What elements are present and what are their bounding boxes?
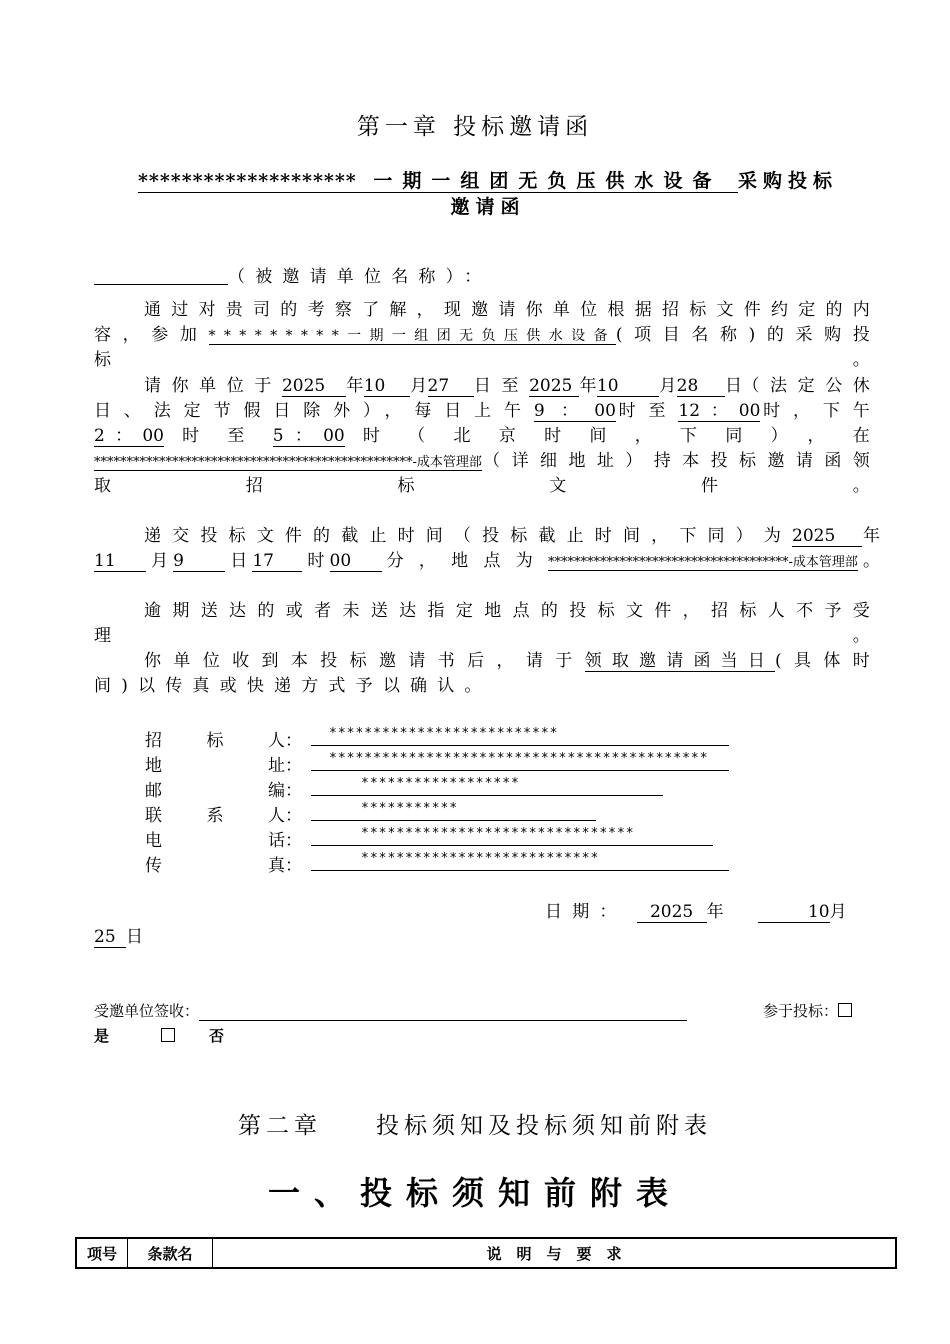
deadline-month: 11 <box>94 552 146 572</box>
para3-text-b: 分，地点为 <box>381 551 549 571</box>
para2-year-unit: 年 <box>345 376 364 396</box>
salutation <box>94 262 492 287</box>
no-label: 否 <box>209 1027 225 1045</box>
end-year: 2025 <box>529 377 579 397</box>
date-year: 2025 <box>637 903 707 923</box>
para3-hour-unit: 时 <box>302 551 330 571</box>
col-item-no: 项号 <box>76 1238 128 1268</box>
deadline-minute: 00 <box>330 552 382 572</box>
info-label: 招标人 <box>145 731 285 751</box>
para4-text: 逾期送达的或者未送达指定地点的投标文件，招标人不予受理。 <box>94 601 880 646</box>
notice-table <box>75 1237 897 1269</box>
info-colon: ： <box>285 781 302 801</box>
pm-end-time: 5：00 <box>272 426 345 446</box>
invitation-subtitle <box>104 168 872 220</box>
yes-checkbox[interactable] <box>838 1003 852 1017</box>
info-label: 地址 <box>145 756 285 776</box>
info-address <box>145 751 709 776</box>
phone-value: ******************************* <box>311 826 713 846</box>
date-year-unit: 年 <box>706 902 724 922</box>
no-checkbox[interactable] <box>161 1028 175 1042</box>
start-day: 27 <box>428 377 474 397</box>
paragraph-4 <box>94 599 880 649</box>
pickup-location: *************************************************-成本管理部 <box>94 455 482 470</box>
bid-label: 参于投标： <box>763 1002 839 1020</box>
info-fax <box>145 851 600 876</box>
paragraph-2 <box>94 374 880 499</box>
table-header-row <box>76 1238 896 1268</box>
subtitle-stars: ******************** <box>138 170 357 192</box>
info-tenderer <box>145 726 559 751</box>
para3-text-a: 递交投标文件的截止时间（投标截止时间，下同）为 <box>144 526 793 546</box>
subtitle-line2: 邀请函 <box>450 196 526 218</box>
para2-text-g: （详细地址）持本投标邀请函领取招标文件。 <box>94 451 880 496</box>
date-month: 10 <box>758 903 830 923</box>
subtitle-suffix: 采购投标 <box>737 170 838 192</box>
para3-end: 。 <box>857 551 881 571</box>
para2-text-a: 请你单位于 <box>144 376 282 396</box>
para2-month-unit-2: 月 <box>658 376 677 396</box>
address-value: ******************************************* <box>311 751 729 771</box>
chapter2-number: 第二章 <box>238 1113 322 1139</box>
date-line-2 <box>94 922 143 948</box>
para2-month-unit: 月 <box>409 376 428 396</box>
bid-participation <box>763 1000 852 1021</box>
para2-to: 日至 <box>473 376 530 396</box>
postcode-value: ****************** <box>311 776 663 796</box>
para3-month-unit: 月 <box>146 551 174 571</box>
para2-text-d: 时，下午 <box>760 401 880 421</box>
info-label: 联系人 <box>145 806 285 826</box>
tenderer-value: ************************** <box>311 726 729 746</box>
fax-value: *************************** <box>311 851 729 871</box>
chapter2-name: 投标须知及投标须知前附表 <box>376 1113 712 1139</box>
para5-text-b: (具体时间)以传真或快递方式予以确认。 <box>94 651 881 696</box>
yes-no-options <box>94 1025 224 1046</box>
paragraph-3 <box>94 524 880 574</box>
end-day: 28 <box>677 377 725 397</box>
info-phone <box>145 826 635 851</box>
chapter-title: 第一章 投标邀请函 <box>356 114 594 140</box>
start-month: 10 <box>364 377 410 397</box>
para1-text: 通过对贵司的考察了解，现邀请你单位根据招标文件约定的内容，参加 <box>94 300 880 345</box>
deadline-year: 2025 <box>792 527 862 547</box>
para2-text-f: 时（北京时间，下同），在 <box>344 426 880 446</box>
info-colon: ： <box>285 831 302 851</box>
contact-value: *********** <box>311 801 596 821</box>
para3-day-unit: 日 <box>225 551 253 571</box>
para2-text-b: （法定公休日、法定节假日除外），每日上午 <box>94 376 880 421</box>
sign-label: 受邀单位签收： <box>94 1002 200 1020</box>
col-clause-name: 条款名 <box>128 1238 213 1268</box>
info-contact <box>145 801 459 826</box>
deadline-hour: 17 <box>252 552 302 572</box>
date-day-unit: 日 <box>126 927 143 947</box>
start-year: 2025 <box>282 377 346 397</box>
noon-time: 12：00 <box>678 401 761 421</box>
deadline-day: 9 <box>173 552 225 572</box>
para2-day-unit: 日 <box>724 376 743 396</box>
sign-receipt <box>94 1000 687 1021</box>
info-label: 邮编 <box>145 781 285 801</box>
am-time: 9：00 <box>533 401 616 421</box>
date-label: 日期： <box>545 902 627 922</box>
para2-text-c: 时至 <box>615 401 679 421</box>
confirm-time: 领取邀请函当日 <box>584 651 776 671</box>
para5-text-a: 你单位收到本投标邀请书后，请于 <box>144 651 585 671</box>
info-colon: ： <box>285 806 302 826</box>
section-title: 一、投标须知前附表 <box>267 1174 682 1212</box>
subtitle-project: 一期一组团无负压供水设备 <box>356 170 738 192</box>
sign-line[interactable] <box>199 1006 687 1021</box>
info-postcode <box>145 776 520 801</box>
salutation-text: （被邀请单位名称）： <box>228 267 492 287</box>
col-description: 说 明 与 要 求 <box>213 1238 897 1268</box>
date-day: 25 <box>94 928 126 948</box>
date-line <box>545 897 847 923</box>
para1-text2: (项目名称)的采购投标。 <box>94 325 880 370</box>
invitee-blank <box>94 268 228 285</box>
paragraph-5 <box>94 649 880 699</box>
end-month: 10 <box>597 377 659 397</box>
info-label: 传真 <box>145 856 285 876</box>
info-label: 电话 <box>145 831 285 851</box>
pm-start-time: 2：00 <box>94 426 164 446</box>
date-month-unit: 月 <box>829 902 847 922</box>
info-colon: ： <box>285 731 302 751</box>
para3-year-unit: 年 <box>862 526 880 546</box>
yes-label: 是 <box>94 1027 110 1045</box>
paragraph-1 <box>94 298 880 373</box>
para1-project: *********一期一组团无负压供水设备 <box>208 328 616 344</box>
chapter2-title <box>0 1107 950 1140</box>
info-colon: ： <box>285 756 302 776</box>
info-colon: ： <box>285 856 302 876</box>
para2-text-e: 时至 <box>164 426 273 446</box>
submission-location: *************************************-成本管理部 <box>548 555 858 570</box>
para2-year-unit-2: 年 <box>579 376 597 396</box>
